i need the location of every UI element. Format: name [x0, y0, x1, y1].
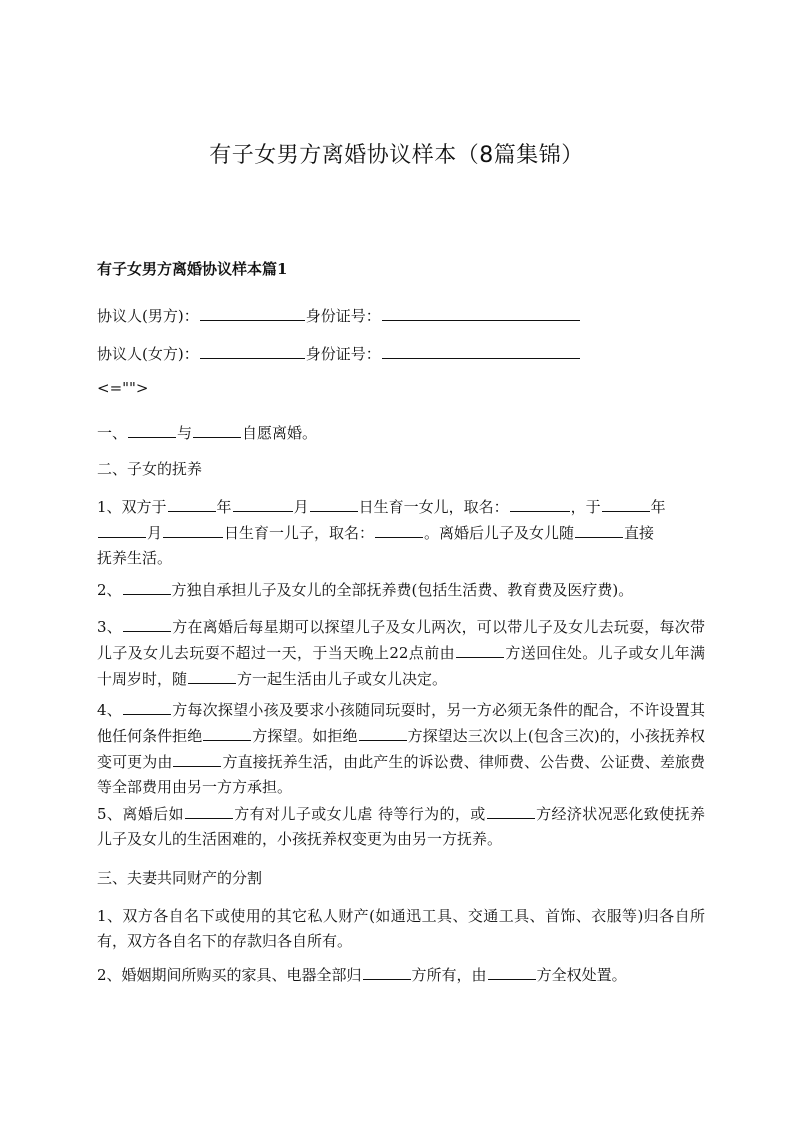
female-id-label: 身份证号：: [305, 345, 381, 363]
text: 直接: [624, 524, 655, 542]
clause-2-4: [97, 697, 705, 800]
male-id-blank: [382, 303, 580, 321]
text: 方探望达三次以上(包含三次)的，小孩抚养权变可更为由: [97, 727, 705, 771]
blank: [123, 614, 171, 632]
text: 方有对儿子或女儿虐 待等行为的，或: [233, 805, 486, 823]
blank: [193, 420, 241, 438]
text: 月: [293, 498, 309, 516]
text: 年: [650, 498, 666, 516]
blank: [173, 749, 221, 767]
clause-2-2: [97, 577, 705, 603]
text: 方每次探望小孩及要求小孩随同玩耍时，另一方必须无条件的配合，不许设置其他任何条件拒绝: [97, 701, 705, 745]
blank: [128, 420, 176, 438]
text: 方全权处置。: [536, 966, 627, 984]
text: 1、双方于: [97, 498, 167, 516]
section-2-heading: 二、子女的抚养: [97, 460, 203, 478]
blank: [98, 520, 146, 538]
text: 方探望。如拒绝: [252, 727, 358, 745]
clause-2-1: [97, 494, 705, 571]
text: 月: [147, 524, 163, 542]
blank: [359, 723, 407, 741]
clause-3-1: 1、双方各自名下或使用的其它私人财产(如通迅工具、交通工具、首饰、衣服等)归各自所有，双方各自名下的存款归各自所有。: [97, 907, 705, 950]
text: 方送回住处。儿子或女儿年满十周岁时，随: [97, 644, 705, 688]
blank: [203, 723, 251, 741]
text: ，于: [570, 498, 601, 516]
text: 年: [216, 498, 232, 516]
text: 方一起生活由儿子或女儿决定。: [237, 670, 448, 688]
blank: [310, 494, 358, 512]
text: 方经济状况恶化致使抚养儿子及女儿的生活困难的，小孩抚养权变更为由另一方抚养。: [97, 805, 705, 848]
clause-1: [97, 420, 705, 446]
text: 日生育一女儿，取名：: [358, 498, 509, 516]
party-male-label: 协议人(男方)：: [97, 307, 199, 325]
blank: [487, 801, 535, 819]
clause-2-3: [97, 614, 705, 692]
text: 方直接抚养生活，由此产生的诉讼费、律师费、公告费、公证费、差旅费等全部费用由另一方方承担。: [97, 753, 705, 796]
section-title: 有子女男方离婚协议样本篇1: [97, 260, 288, 278]
party-female-label: 协议人(女方)：: [97, 345, 199, 363]
text: 5、离婚后如: [97, 805, 184, 823]
male-id-label: 身份证号：: [305, 307, 381, 325]
text: 抚养生活。: [97, 549, 173, 567]
female-name-blank: [200, 341, 305, 359]
text: 方在离婚后每星期可以探望儿子及女儿两次，可以带儿子及女儿去玩耍，每次带儿子及女儿去玩耍不超过一天，于当天晚上22点前由: [97, 618, 705, 662]
text: 。离婚后儿子及女儿随: [424, 524, 575, 542]
clause-3-2: [97, 962, 705, 988]
blank: [602, 494, 650, 512]
text: 日生育一儿子，取名：: [224, 524, 375, 542]
section-3-heading: 三、夫妻共同财产的分割: [97, 869, 263, 887]
party-male-row: [97, 303, 705, 329]
blank: [188, 666, 236, 684]
blank: [123, 577, 171, 595]
blank: [456, 640, 504, 658]
party-female-row: [97, 341, 705, 367]
document-title: 有子女男方离婚协议样本（8篇集锦）: [209, 143, 584, 168]
blank: [185, 801, 233, 819]
blank: [375, 520, 423, 538]
blank: [163, 520, 223, 538]
clause-1-suffix: 自愿离婚。: [242, 424, 318, 442]
clause-1-mid: 与: [177, 424, 193, 442]
blank: [123, 697, 171, 715]
text: 3、: [97, 618, 122, 636]
text: 4、: [97, 701, 122, 719]
text: 方独自承担儿子及女儿的全部抚养费(包括生活费、教育费及医疗费)。: [171, 581, 634, 599]
clause-1-prefix: 一、: [97, 424, 128, 442]
blank: [168, 494, 216, 512]
blank: [488, 962, 536, 980]
clause-2-5: [97, 801, 705, 852]
blank: [233, 494, 293, 512]
blank: [575, 520, 623, 538]
blank: [510, 494, 570, 512]
text: 2、婚姻期间所购买的家具、电器全部归: [97, 966, 362, 984]
blank: [363, 962, 411, 980]
text: 2、: [97, 581, 122, 599]
artifact-text: <="">: [97, 379, 149, 397]
male-name-blank: [200, 303, 305, 321]
text: 方所有，由: [411, 966, 487, 984]
female-id-blank: [382, 341, 580, 359]
